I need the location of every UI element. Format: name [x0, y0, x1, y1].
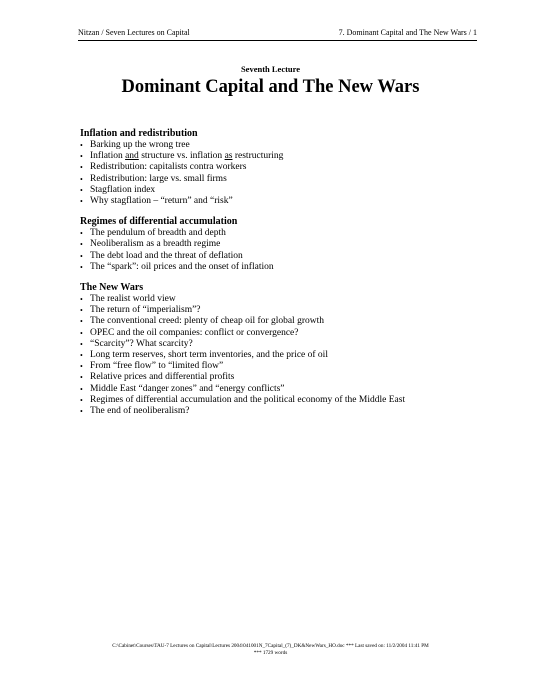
- list-item: • Barking up the wrong tree: [80, 140, 480, 151]
- list-item: • Regimes of differential accumulation and the political economy of the Middle East: [80, 395, 480, 406]
- header-lecture-page: 7. Dominant Capital and The New Wars / 1: [338, 28, 477, 37]
- section-regimes-differential-accumulation: [80, 216, 480, 273]
- section-heading: Inflation and redistribution: [80, 128, 198, 139]
- text-run: Inflation: [90, 151, 126, 162]
- list-item: • Long term reserves, short term inventories, and the price of oil: [80, 350, 480, 361]
- list-item: • OPEC and the oil companies: conflict or convergence?: [80, 328, 480, 339]
- document-title: Dominant Capital and The New Wars: [121, 77, 420, 97]
- list-item: • Relative prices and differential profits: [80, 372, 480, 383]
- bullet-list: [80, 228, 480, 273]
- text-run: structure vs. inflation: [138, 151, 225, 162]
- list-item: • “Scarcity”? What scarcity?: [80, 339, 480, 350]
- list-item: • From “free flow” to “limited flow”: [80, 361, 480, 372]
- bullet-list: [80, 140, 480, 207]
- list-item: • The debt load and the threat of deflation: [80, 251, 480, 262]
- section-heading: The New Wars: [80, 282, 144, 294]
- underlined-word: as: [224, 151, 233, 162]
- list-item: [80, 151, 480, 162]
- list-item: • The end of neoliberalism?: [80, 406, 480, 417]
- list-item: • Middle East “danger zones” and “energy conflicts”: [80, 384, 480, 395]
- section-inflation-redistribution: [80, 128, 480, 207]
- footer-file-path: C:\Cabinet\Courses\TAU-7 Lectures on Capital\Lectures 2004\041001N_7Capital_(7)_DK&NewWars_HO.doc *** Last saved on: 11/2/2004 11:41 PM: [112, 643, 429, 649]
- list-item: • The “spark”: oil prices and the onset of inflation: [80, 262, 480, 273]
- page-header: [78, 28, 477, 41]
- list-item: • The realist world view: [80, 294, 480, 305]
- bullet-list: [80, 294, 480, 417]
- list-item: • Neoliberalism as a breadth regime: [80, 239, 480, 250]
- list-item: • The conventional creed: plenty of cheap oil for global growth: [80, 316, 480, 327]
- list-item: • The return of “imperialism”?: [80, 305, 480, 316]
- section-heading: Regimes of differential accumulation: [80, 216, 238, 228]
- list-item: • Why stagflation – “return” and “risk”: [80, 196, 480, 207]
- page-footer: [0, 643, 541, 657]
- footer-word-count: *** 1729 words: [253, 650, 288, 656]
- section-new-wars: [80, 282, 480, 417]
- list-item: • The pendulum of breadth and depth: [80, 228, 480, 239]
- lecture-label: Seventh Lecture: [240, 64, 301, 74]
- list-item: • Redistribution: large vs. small firms: [80, 174, 480, 185]
- header-author-course: Nitzan / Seven Lectures on Capital: [78, 28, 190, 37]
- list-item: • Stagflation index: [80, 185, 480, 196]
- underlined-word: and: [125, 151, 139, 162]
- list-item: • Redistribution: capitalists contra workers: [80, 162, 480, 173]
- text-run: restructuring: [232, 151, 284, 162]
- document-body: [80, 128, 480, 426]
